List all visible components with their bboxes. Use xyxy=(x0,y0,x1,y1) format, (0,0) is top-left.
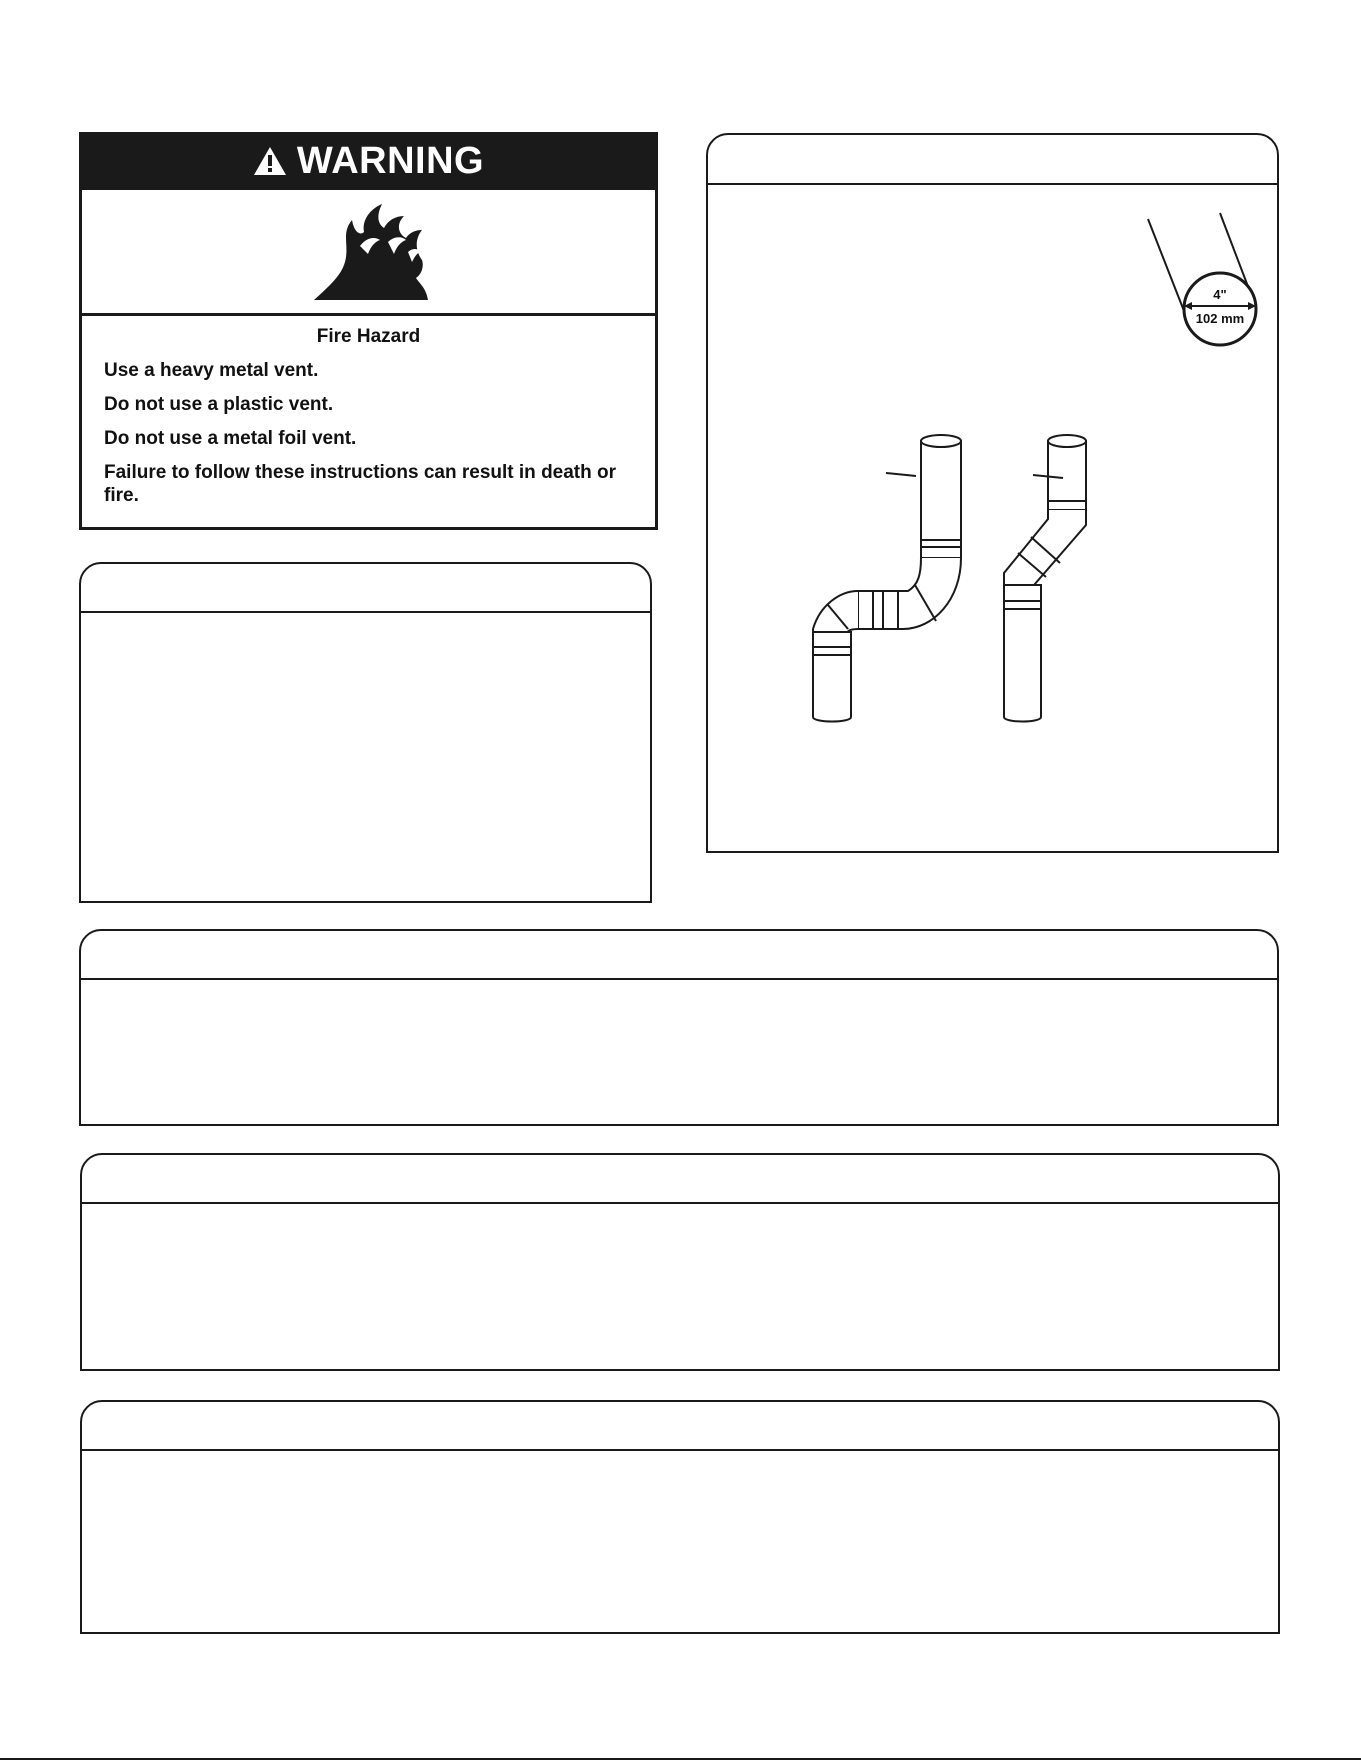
warning-box xyxy=(79,132,658,530)
diameter-in-label: 4" xyxy=(1213,287,1227,302)
info-panel-wide-3 xyxy=(80,1400,1280,1634)
warning-line: Use a heavy metal vent. xyxy=(104,360,319,381)
warning-body xyxy=(82,313,655,527)
panel-divider xyxy=(81,611,650,613)
diameter-mm-label: 102 mm xyxy=(1195,311,1245,326)
warning-line: Failure to follow these instructions can result in death or fire. xyxy=(104,462,617,506)
panel-divider xyxy=(81,978,1277,980)
warning-line: Do not use a plastic vent. xyxy=(104,394,334,415)
panel-divider xyxy=(82,1202,1278,1204)
fire-icon-area xyxy=(82,187,655,316)
warning-line: Do not use a metal foil vent. xyxy=(104,428,357,449)
info-panel-left xyxy=(79,562,652,903)
warning-title: WARNING xyxy=(296,139,485,182)
fire-icon xyxy=(304,202,434,302)
vent-illustration-45-elbows xyxy=(1004,435,1086,722)
warning-header xyxy=(82,135,655,187)
panel-divider xyxy=(82,1449,1278,1451)
vent-diameter-detail xyxy=(1148,213,1256,345)
footer-rule xyxy=(0,1758,1361,1760)
info-panel-wide-1 xyxy=(79,929,1279,1126)
vent-diagram xyxy=(708,185,1277,851)
vent-illustration-elbows xyxy=(813,435,961,722)
warning-triangle-icon xyxy=(253,146,287,176)
hazard-title: Fire Hazard xyxy=(316,326,421,347)
info-panel-wide-2 xyxy=(80,1153,1280,1371)
vent-diagram-panel xyxy=(706,133,1279,853)
